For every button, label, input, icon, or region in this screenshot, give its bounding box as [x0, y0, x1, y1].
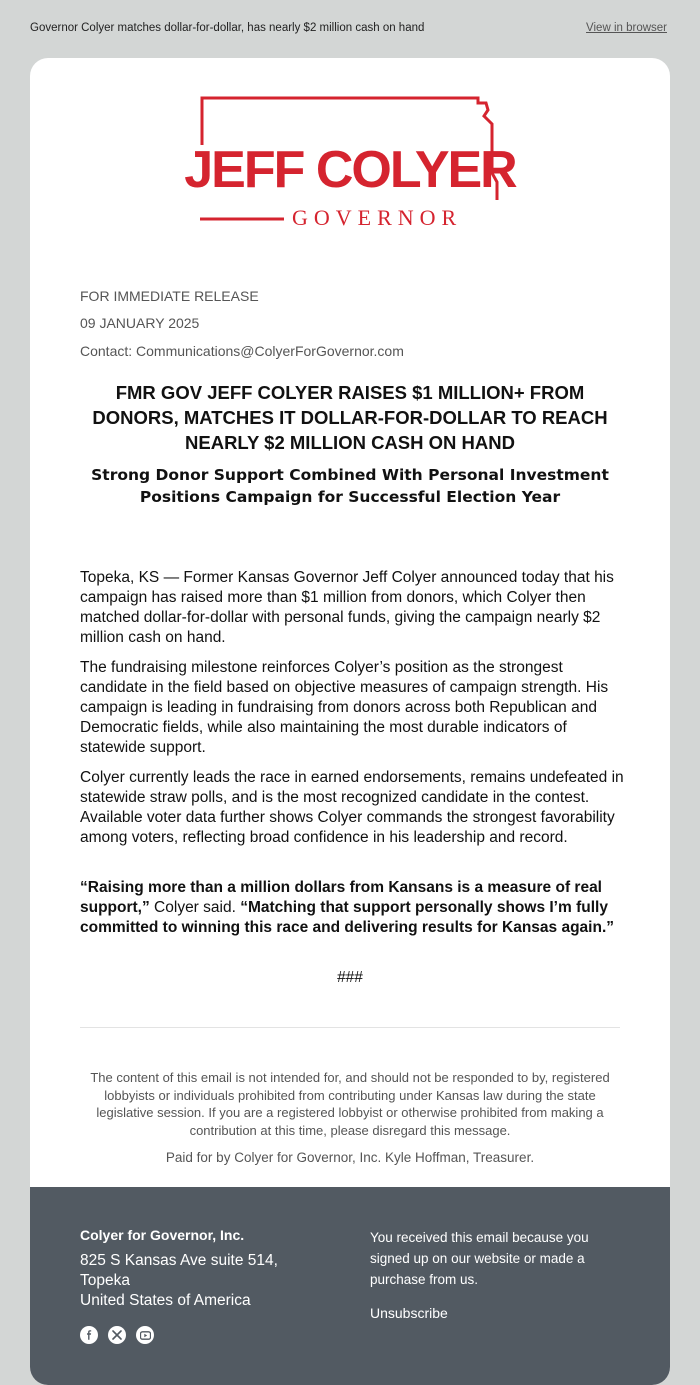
quote-paragraph	[80, 878, 625, 938]
preheader	[0, 0, 700, 58]
release-label: FOR IMMEDIATE RELEASE	[80, 288, 259, 304]
footer	[30, 1187, 670, 1385]
address-line-1: 825 S Kansas Ave suite 514,	[80, 1252, 278, 1269]
logo-name: JEFF COLYER	[184, 141, 516, 199]
body-paragraph-2: The fundraising milestone reinforces Colyer’s position as the strongest candidate in the field based on objective measures of campaign strength. His campaign is leading in fundraising from donors across both Republican and Democratic fields, while also maintaining the most durable indicators of statewide support.	[80, 659, 609, 756]
view-in-browser-link[interactable]: View in browser	[586, 22, 667, 34]
quote-part-1: “Raising more than a million dollars from Kansans is a measure of real support,”	[80, 879, 602, 916]
quote-part-2: “Matching that support personally shows I’m fully committed to winning this race and delivering results for Kansas again.”	[80, 899, 615, 936]
subheadline: Strong Donor Support Combined With Personal Investment Positions Campaign for Successful Election Year	[91, 466, 609, 506]
logo-office: GOVERNOR	[292, 205, 463, 230]
facebook-icon[interactable]	[80, 1326, 98, 1344]
social-links	[80, 1326, 154, 1344]
headline: FMR GOV JEFF COLYER RAISES $1 MILLION+ FROM DONORS, MATCHES IT DOLLAR-FOR-DOLLAR TO REACH NEARLY $2 MILLION CASH ON HAND	[92, 382, 608, 453]
x-icon[interactable]	[108, 1326, 126, 1344]
release-date: 09 JANUARY 2025	[80, 315, 200, 331]
footer-org-name: Colyer for Governor, Inc.	[80, 1227, 245, 1243]
email-card	[30, 58, 670, 1385]
preheader-text: Governor Colyer matches dollar-for-dollar, has nearly $2 million cash on hand	[30, 22, 425, 34]
release-contact: Contact: Communications@ColyerForGovernor.com	[80, 343, 404, 359]
quote-attribution: Colyer said.	[149, 899, 241, 916]
body-paragraph-1: Topeka, KS — Former Kansas Governor Jeff Colyer announced today that his campaign has raised more than $1 million from donors, which Colyer then matched dollar-for-dollar with personal funds, giving the campaign nearly $2 million cash on hand.	[80, 569, 614, 646]
address-line-2: Topeka	[80, 1272, 130, 1289]
youtube-icon[interactable]	[136, 1326, 154, 1344]
unsubscribe-link[interactable]: Unsubscribe	[370, 1305, 448, 1321]
address-line-3: United States of America	[80, 1292, 251, 1309]
end-mark: ###	[337, 969, 363, 986]
footer-address	[80, 1251, 278, 1311]
lobbyist-disclaimer: The content of this email is not intended for, and should not be responded to by, registered lobbyists or individuals prohibited from contributing under Kansas law during the state legislative session. If you are a registered lobbyist or otherwise prohibited from making a contribution at this time, please disregard this message.	[90, 1070, 610, 1138]
footer-reason: You received this email because you signed up on our website or made a purchase from us.	[370, 1230, 589, 1287]
paid-for-notice: Paid for by Colyer for Governor, Inc. Kyle Hoffman, Treasurer.	[165, 1150, 535, 1165]
divider	[80, 1027, 620, 1028]
campaign-logo	[30, 58, 670, 288]
body-paragraph-3: Colyer currently leads the race in earned endorsements, remains undefeated in statewide straw polls, and is the most recognized candidate in the contest. Available voter data further shows Colyer commands the strongest favorability among voters, reflecting broad confidence in his leadership and record.	[80, 769, 624, 846]
